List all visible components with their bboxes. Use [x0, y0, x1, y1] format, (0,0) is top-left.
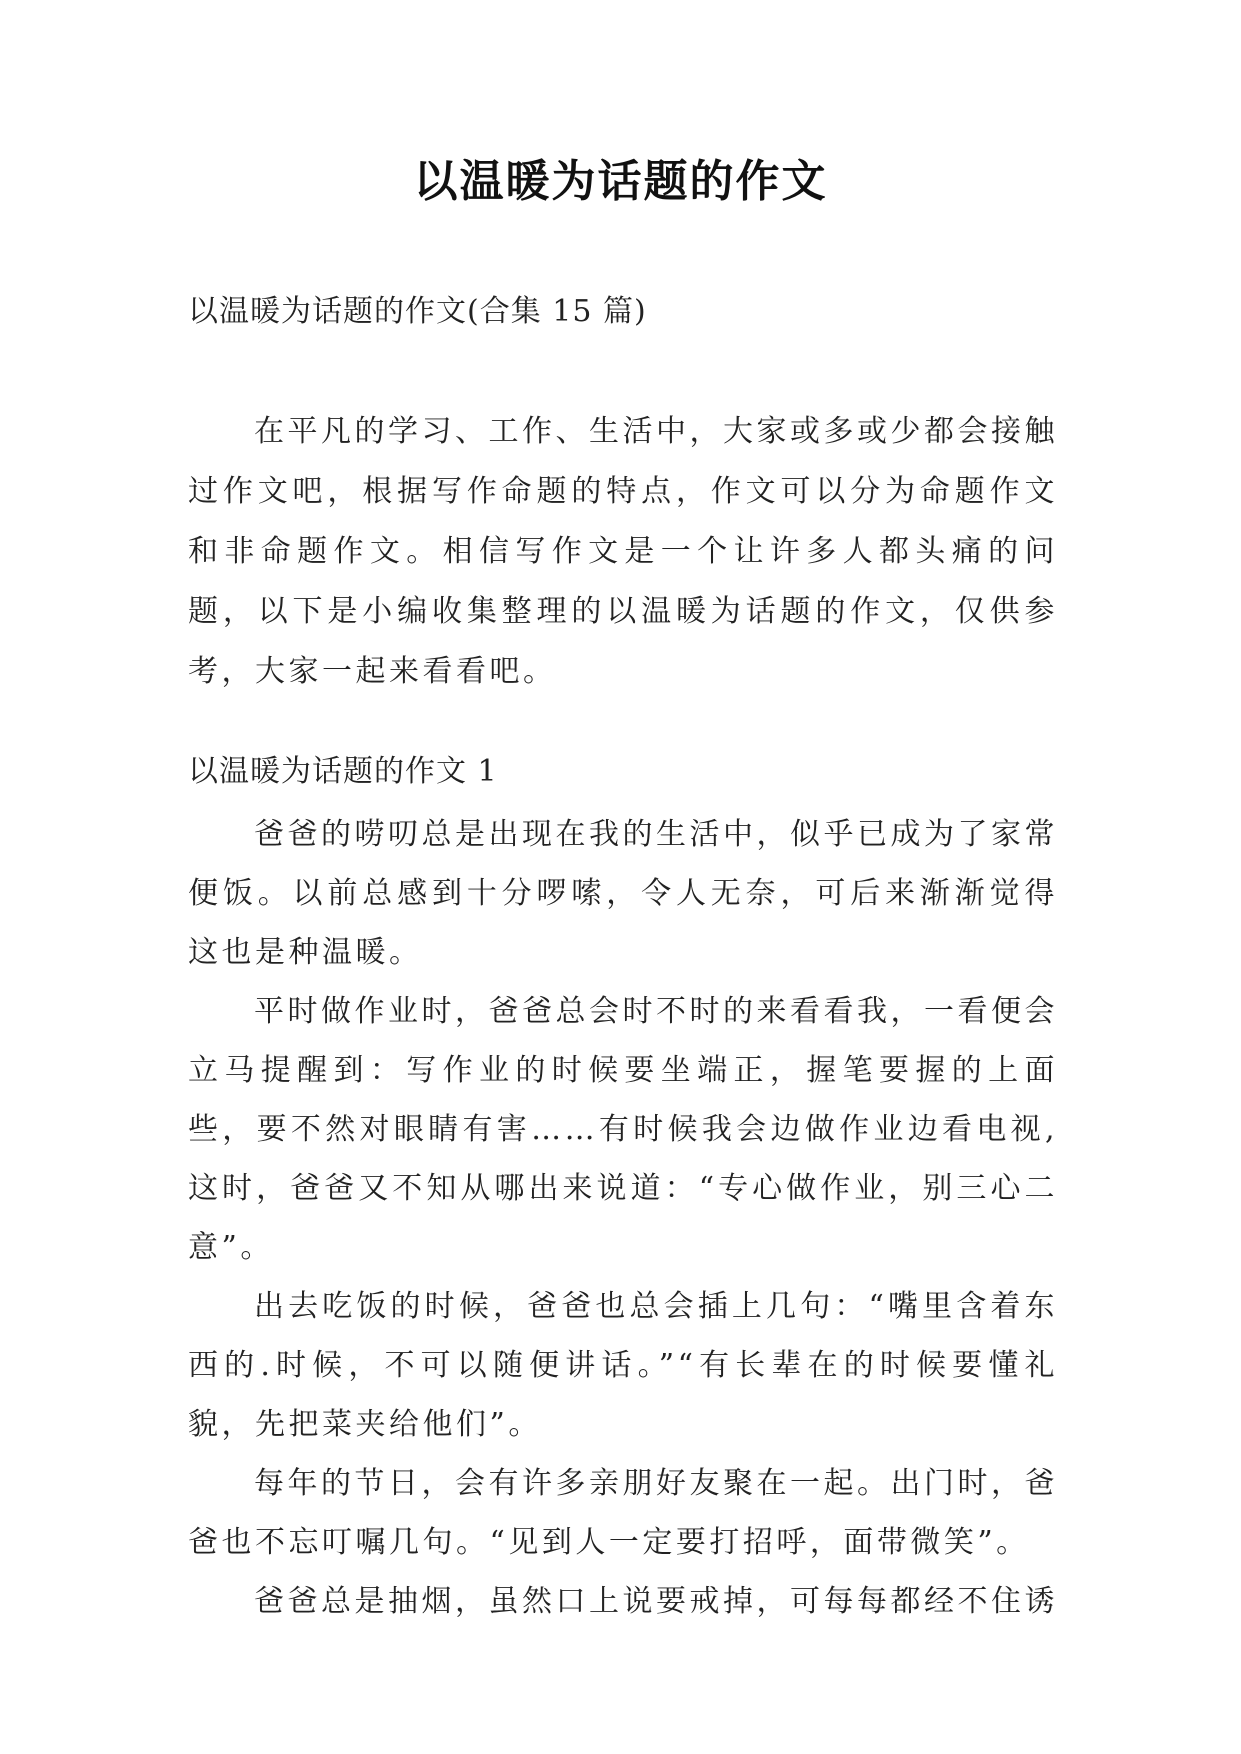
essay-paragraph: 每年的节日，会有许多亲朋好友聚在一起。出门时，爸爸也不忘叮嘱几句。“见到人一定要打招呼，面带微笑”。 [188, 1466, 1058, 1560]
collection-subtitle: 以温暖为话题的作文(合集 15 篇) [188, 294, 647, 329]
essay-paragraph: 出去吃饭的时候，爸爸也总会插上几句：“嘴里含着东西的.时候，不可以随便讲话。”“有长辈在的时候要懂礼貌，先把菜夹给他们”。 [188, 1289, 1058, 1442]
essay-paragraph: 平时做作业时，爸爸总会时不时的来看看我，一看便会立马提醒到：写作业的时候要坐端正，握笔要握的上面些，要不然对眼睛有害……有时候我会边做作业边看电视,这时，爸爸又不知从哪出来说道：“专心做作业，别三心二意”。 [188, 994, 1058, 1265]
intro-paragraph: 在平凡的学习、工作、生活中，大家或多或少都会接触过作文吧，根据写作命题的特点，作文可以分为命题作文和非命题作文。相信写作文是一个让许多人都头痛的问题，以下是小编收集整理的以温暖为话题的作文，仅供参考，大家一起来看看吧。 [188, 414, 1058, 689]
essay-paragraph: 爸爸总是抽烟，虽然口上说要戒掉，可每每都经不住诱 [254, 1584, 1058, 1619]
essay-paragraph: 爸爸的唠叨总是出现在我的生活中，似乎已成为了家常便饭。以前总感到十分啰嗦，令人无奈，可后来渐渐觉得这也是种温暖。 [188, 817, 1058, 970]
document-title: 以温暖为话题的作文 [413, 156, 828, 207]
essay-body [188, 805, 1058, 1631]
essay-heading: 以温暖为话题的作文 1 [188, 754, 498, 789]
